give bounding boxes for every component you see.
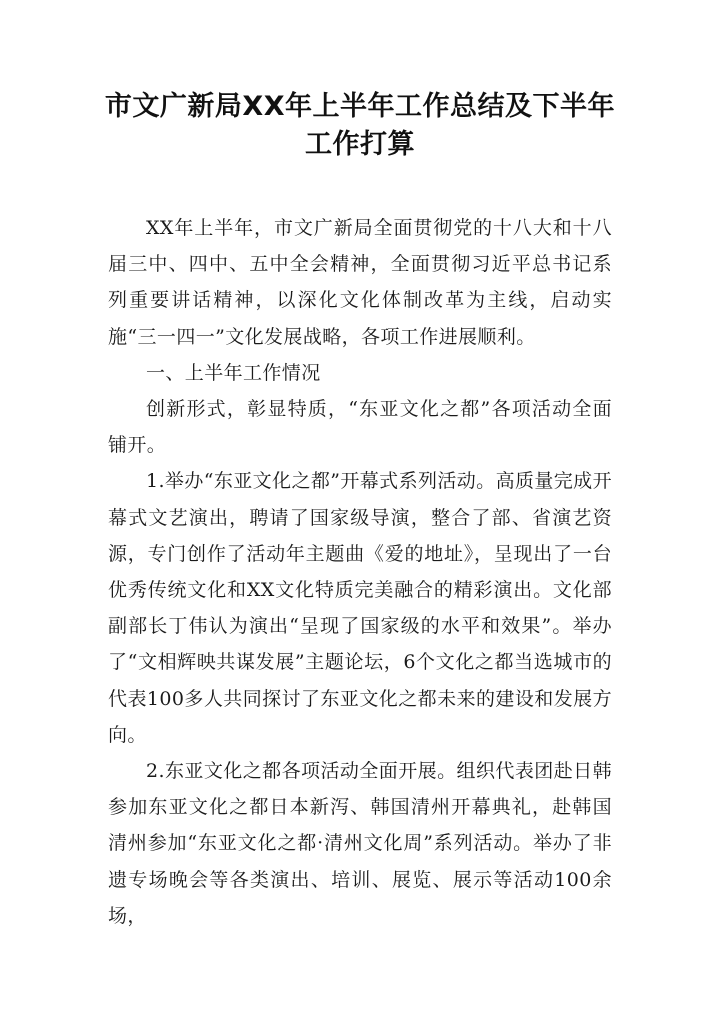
paragraph-subheading: 创新形式，彰显特质，“东亚文化之都”各项活动全面铺开。 xyxy=(108,398,612,457)
paragraph-intro: XX年上半年，市文广新局全面贯彻党的十八大和十八届三中、四中、五中全会精神，全面贯彻习近平总书记系列重要讲话精神，以深化文化体制改革为主线，启动实施“三一四一”文化发展战略，各项工作进展顺利。 xyxy=(108,217,612,348)
document-title-line-2: 工作打算 xyxy=(305,129,415,160)
section-heading: 一、上半年工作情况 xyxy=(146,361,321,384)
paragraph-item-2: 2.东亚文化之都各项活动全面开展。组织代表团赴日韩参加东亚文化之都日本新泻、韩国清州开幕典礼，赴韩国清州参加“东亚文化之都·清州文化周”系列活动。举办了非遗专场晚会等各类演出、培训、展览、展示等活动100余场， xyxy=(108,760,612,927)
paragraph-item-1: 1.举办“东亚文化之都”开幕式系列活动。高质量完成开幕式文艺演出，聘请了国家级导演，整合了部、省演艺资源，专门创作了活动年主题曲《爱的地址》，呈现出了一台优秀传统文化和XX文化特质完美融合的精彩演出。文化部副部长丁伟认为演出“呈现了国家级的水平和效果”。举办了“文相辉映共谋发展”主题论坛，6个文化之都当选城市的代表100多人共同探讨了东亚文化之都未来的建设和发展方向。 xyxy=(108,470,612,746)
document-title-line-1: 市文广新局XX年上半年工作总结及下半年 xyxy=(104,91,616,122)
document-body xyxy=(108,210,612,934)
